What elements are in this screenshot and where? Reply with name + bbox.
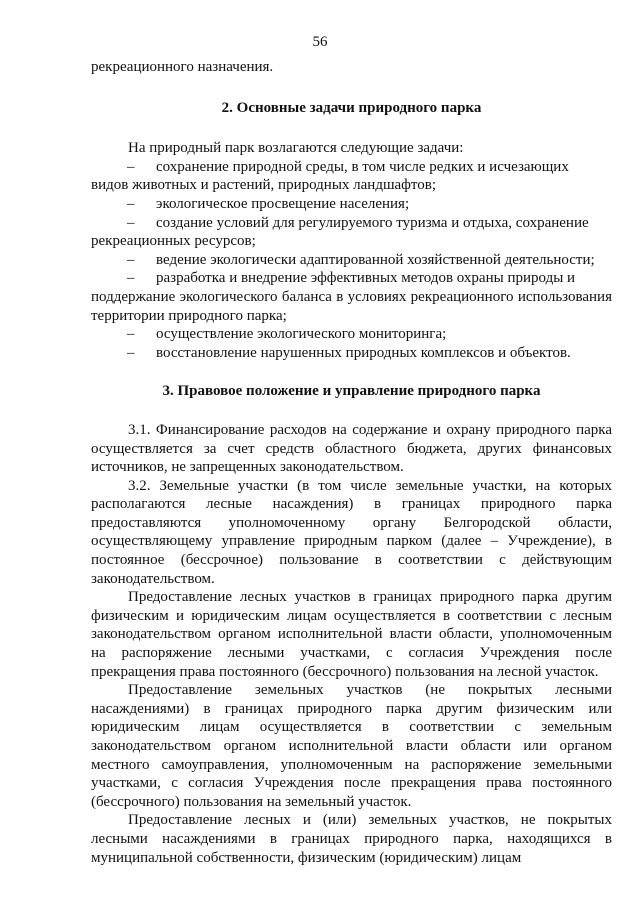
intro-line: рекреационного назначения. [91, 59, 274, 75]
task-text: сохранение природной среды, в том числе редких и исчезающих [156, 158, 569, 175]
dash-marker: – [127, 195, 135, 212]
tasks-intro: На природный парк возлагаются следующие задачи: [128, 140, 464, 157]
task-item [91, 344, 612, 363]
paragraph-land-plots: Предоставление земельных участков (не покрытых лесными насаждениями) в границах природного парка другим физическим или юридическим лицам осуществляется в соответствии с земельным законодательством органом исполнительной власти области или органом местного самоуправления, уполномоченным на распоряжение земельными участками, с согласия Учреждения после прекращения права постоянного (бессрочного) пользования на земельный участок. [91, 682, 612, 810]
paragraph-3-2: 3.2. Земельные участки (в том числе земельные участки, на которых располагаются лесные насаждения) в границах природного парка предоставляются уполномоченному органу Белгородской области, осуществляющему управление природным парком (далее – Учреждение), в постоянное (бессрочное) пользование в соответствии с действующим законодательством. [91, 477, 612, 587]
task-text-continued: видов животных и растений, природных ландшафтов; [91, 177, 436, 194]
task-item [91, 325, 612, 344]
paragraph-3-1: 3.1. Финансирование расходов на содержание и охрану природного парка осуществляется за счет средств областного бюджета, других финансовых источников, не запрещенных законодательством. [91, 421, 612, 476]
section-2-heading: 2. Основные задачи природного парка [221, 99, 482, 116]
task-item [91, 269, 612, 325]
task-text: экологическое просвещение населения; [156, 195, 410, 212]
document-body [91, 58, 612, 867]
task-text: разработка и внедрение эффективных методов охраны природы и [156, 270, 576, 287]
dash-marker: – [127, 158, 135, 175]
task-item [91, 214, 612, 251]
paragraph-municipal-plots: Предоставление лесных и (или) земельных участков, не покрытых лесными насаждениями в границах природного парка, находящихся в муниципальной собственности, физическим (юридическим) лицам [91, 812, 612, 866]
dash-marker: – [127, 344, 135, 361]
task-item [91, 195, 612, 214]
dash-marker: – [127, 251, 135, 268]
task-text: осуществление экологического мониторинга; [156, 326, 447, 343]
section-3-heading: 3. Правовое положение и управление природного парка [162, 383, 541, 400]
task-item [91, 158, 612, 195]
task-text-continued: рекреационных ресурсов; [91, 233, 256, 250]
task-text: создание условий для регулируемого туризма и отдыха, сохранение [156, 214, 589, 231]
dash-marker: – [127, 214, 135, 231]
task-text-continued: поддержание экологического баланса в условиях рекреационного использования территории природного парка; [91, 288, 612, 324]
tasks-list [91, 158, 612, 363]
task-item [91, 251, 612, 270]
paragraph-forest-plots: Предоставление лесных участков в границах природного парка другим физическим и юридическим лицам осуществляется в соответствии с лесным законодательством органом исполнительной власти области, уполномоченным на распоряжение лесными участками, с согласия Учреждения после прекращения права постоянного (бессрочного) пользования на лесной участок. [91, 589, 612, 680]
task-text: восстановление нарушенных природных комплексов и объектов. [156, 344, 571, 361]
page-number: 56 [312, 34, 328, 50]
task-text: ведение экологически адаптированной хозяйственной деятельности; [156, 251, 595, 268]
dash-marker: – [127, 270, 135, 287]
dash-marker: – [127, 326, 135, 343]
